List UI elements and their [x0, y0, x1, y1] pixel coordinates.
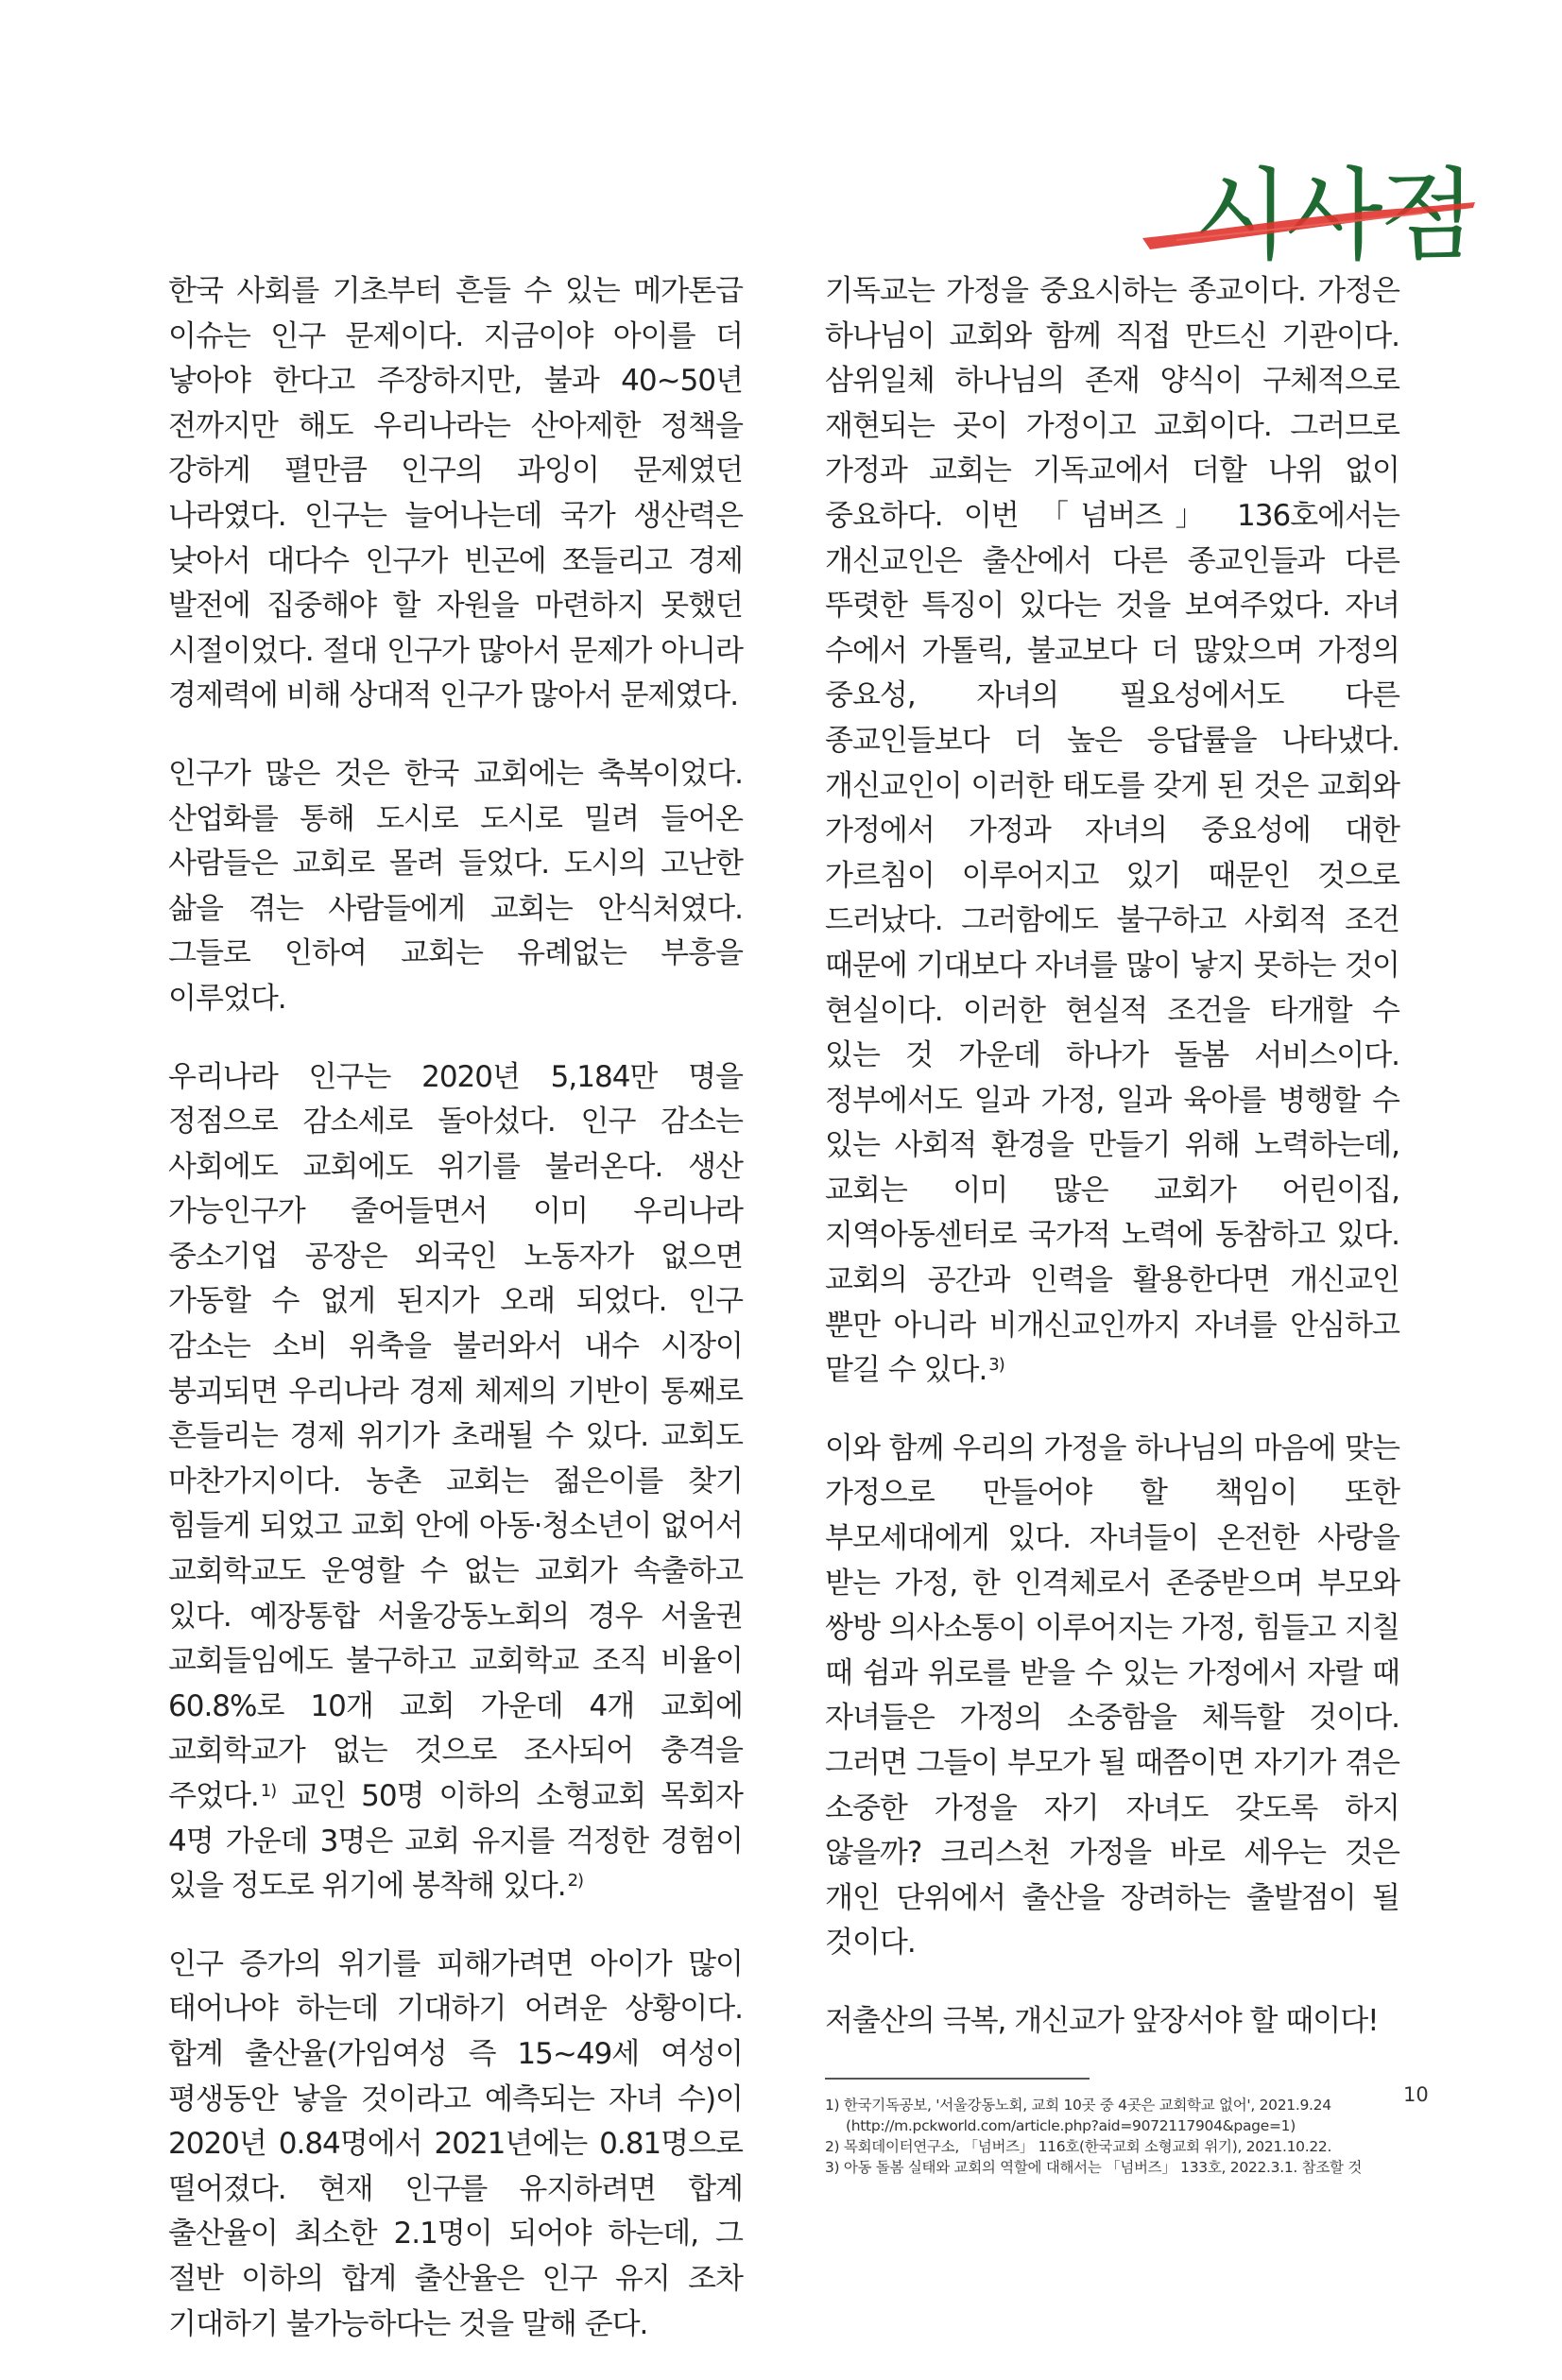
left-column — [168, 269, 743, 2380]
footnote-link[interactable]: (http://m.pckworld.com/article.php?aid=9072117904&page=1) — [846, 2116, 1296, 2134]
body-paragraph: 인구 증가의 위기를 피해가려면 아이가 많이 태어나야 하는데 기대하기 어려운 상황이다. 합계 출산율(가임여성 즉 15~49세 여성이 평생동안 낳을 것이라고 예측되는 자녀 수)이 2020년 0.84명에서 2021년에는 0.81명으로 떨어졌다. 현재 인구를 유지하려면 합계 출산율이 최소한 2.1명이 되어야 하는데, 그 절반 이하의 합계 출산율은 인구 유지 조차 기대하기 불가능하다는 것을 말해 준다. — [168, 1946, 743, 2341]
paragraph-text: 교인 50명 이하의 소형교회 목회자 4명 가운데 3명은 교회 유지를 걱정한 경험이 있을 정도로 위기에 봉착해 있다. — [168, 1779, 743, 1904]
footnote-ref: 3) — [988, 1355, 1004, 1376]
body-paragraph — [825, 269, 1399, 1394]
paragraph-text: 우리나라 인구는 2020년 5,184만 명을 정점으로 감소세로 돌아섰다. 인구 감소는 사회에도 교회에도 위기를 불러온다. 생산 가능인구가 줄어들면서 이미 우리나라 중소기업 공장은 외국인 노동자가 없으면 가동할 수 없게 된지가 오래 되었다. 인구 감소는 소비 위축을 불러와서 내수 시장이 붕괴되면 우리나라 경제 체제의 기반이 통째로 흔들리는 경제 위기가 초래될 수 있다. 교회도 마찬가지이다. 농촌 교회는 젊은이를 찾기 힘들게 되었고 교회 안에 아동·청소년이 없어서 교회학교도 운영할 수 없는 교회가 속출하고 있다. 예장통합 서울강동노회의 경우 서울권 교회들임에도 불구하고 교회학교 조직 비율이 60.8%로 10개 교회 가운데 4개 교회에 교회학교가 없는 것으로 조사되어 충격을 주었다. — [168, 1059, 743, 1813]
paragraph-text: 기독교는 가정을 중요시하는 종교이다. 가정은 하나님이 교회와 함께 직접 만드신 기관이다. 삼위일체 하나님의 존재 양식이 구체적으로 재현되는 곳이 가정이고 교회이다. 그러므로 가정과 교회는 기독교에서 더할 나위 없이 중요하다. 이번 「넘버즈」 136호에서는 개신교인은 출산에서 다른 종교인들과 다른 뚜렷한 특징이 있다는 것을 보여주었다. 자녀 수에서 가톨릭, 불교보다 더 많았으며 가정의 중요성, 자녀의 필요성에서도 다른 종교인들보다 더 높은 응답률을 나타냈다. 개신교인이 이러한 태도를 갖게 된 것은 교회와 가정에서 가정과 자녀의 중요성에 대한 가르침이 이루어지고 있기 때문인 것으로 드러났다. 그러함에도 불구하고 사회적 조건 때문에 기대보다 자녀를 많이 낳지 못하는 것이 현실이다. 이러한 현실적 조건을 타개할 수 있는 것 가운데 하나가 돌봄 서비스이다. 정부에서도 일과 가정, 일과 육아를 병행할 수 있는 사회적 환경을 만들기 위해 노력하는데, 교회는 이미 많은 교회가 어린이집, 지역아동센터로 국가적 노력에 동참하고 있다. 교회의 공간과 인력을 활용한다면 개신교인 뿐만 아니라 비개신교인까지 자녀를 안심하고 맡길 수 있다. — [825, 274, 1399, 1388]
footnote-ref: 2) — [567, 1871, 584, 1892]
body-paragraph: 이와 함께 우리의 가정을 하나님의 마음에 맞는 가정으로 만들어야 할 책임이 또한 부모세대에게 있다. 자녀들이 온전한 사랑을 받는 가정, 한 인격체로서 존중받으며 부모와 쌍방 의사소통이 이루어지는 가정, 힘들고 지칠 때 쉼과 위로를 받을 수 있는 가정에서 자랄 때 자녀들은 가정의 소중함을 체득할 것이다. 그러면 그들이 부모가 될 때쯤이면 자기가 겪은 소중한 가정을 자기 자녀도 갖도록 하지 않을까? 크리스천 가정을 바로 세우는 것은 개인 단위에서 출산을 장려하는 출발점이 될 것이다. — [825, 1430, 1399, 1961]
footnote-ref: 1) — [260, 1781, 277, 1801]
body-paragraph — [168, 1055, 743, 1909]
page-number: 10 — [1403, 2083, 1429, 2106]
closing-statement: 저출산의 극복, 개신교가 앞장서야 할 때이다! — [825, 2003, 1379, 2038]
footnote: 3) 아동 돌봄 실태와 교회의 역할에 대해서는 「넘버즈」 133호, 2022.3.1. 참조할 것 — [825, 2158, 1362, 2176]
right-column — [825, 269, 1399, 2178]
red-brush-stroke — [1139, 197, 1479, 253]
body-paragraph: 인구가 많은 것은 한국 교회에는 축복이었다. 산업화를 통해 도시로 도시로 밀려 들어온 사람들은 교회로 몰려 들었다. 도시의 고난한 삶을 겪는 사람들에게 교회는 안식처였다. 그들로 인하여 교회는 유례없는 부흥을 이루었다. — [168, 756, 743, 1016]
footnote: 1) 한국기독공보, '서울강동노회, 교회 10곳 중 4곳은 교회학교 없어', 2021.9.24 — [825, 2096, 1331, 2114]
footnote: 2) 목회데이터연구소, 「넘버즈」 116호(한국교회 소형교회 위기), 2021.10.22. — [825, 2137, 1332, 2155]
footnote-divider — [825, 2078, 1090, 2080]
body-paragraph: 한국 사회를 기초부터 흔들 수 있는 메가톤급 이슈는 인구 문제이다. 지금이야 아이를 더 낳아야 한다고 주장하지만, 불과 40~50년 전까지만 해도 우리나라는 산아제한 정책을 강하게 펼만큼 인구의 과잉이 문제였던 나라였다. 인구는 늘어나는데 국가 생산력은 낮아서 대다수 인구가 빈곤에 쪼들리고 경제 발전에 집중해야 할 자원을 마련하지 못했던 시절이었다. 절대 인구가 많아서 문제가 아니라 경제력에 비해 상대적 인구가 많아서 문제였다. — [168, 274, 743, 713]
page-title: 시사점 — [1193, 158, 1472, 275]
